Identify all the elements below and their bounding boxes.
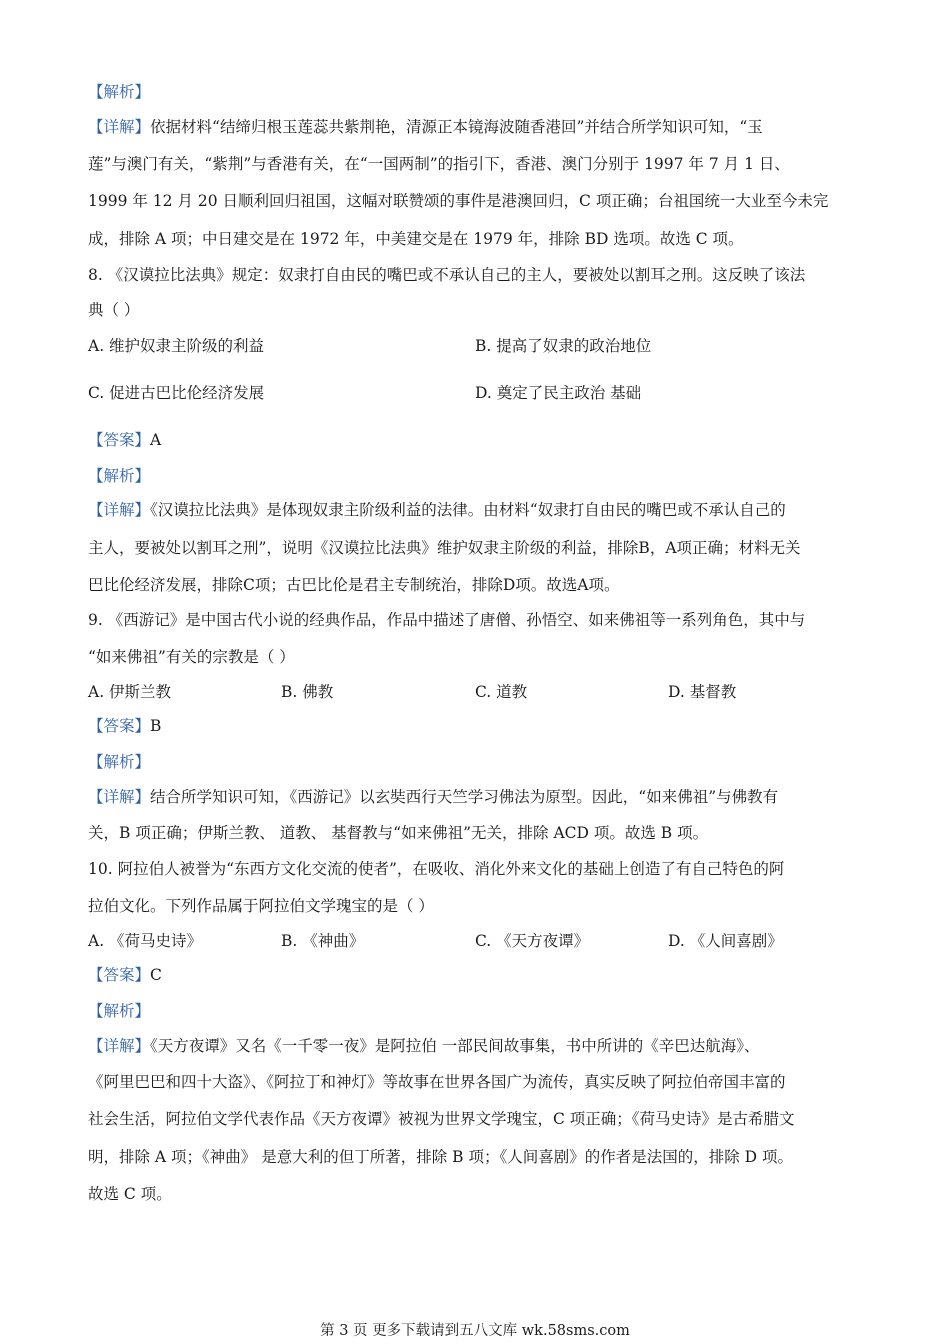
detail-line: 【详解】《天方夜谭》又名《一千零一夜》是阿拉伯 一部民间故事集，书中所讲的《辛巴达航海》、 — [88, 1037, 760, 1055]
option-b: B. 《神曲》 — [281, 932, 365, 950]
option-c: C. 促进古巴比伦经济发展 — [88, 384, 265, 402]
question-stem: 8. 《汉谟拉比法典》规定：奴隶打自由民的嘴巴或不承认自己的主人，要被处以割耳之刑。这反映了该法 — [88, 266, 806, 284]
analysis-label: 【解析】 — [88, 467, 151, 485]
analysis-label: 【解析】 — [88, 1002, 151, 1020]
detail-line: 社会生活，阿拉伯文学代表作品《天方夜谭》被视为世界文学瑰宝，C 项正确；《荷马史诗》是古希腊文 — [88, 1110, 795, 1128]
answer-line: 【答案】C — [88, 966, 162, 984]
analysis-label: 【解析】 — [88, 753, 151, 771]
detail-line: 【详解】依据材料“结缔归根玉莲蕊共紫荆艳，清源正本镜海波随香港回”并结合所学知识可知，“玉 — [88, 118, 763, 136]
option-d: D. 《人间喜剧》 — [668, 932, 783, 950]
question-stem: 拉伯文化。下列作品属于阿拉伯文学瑰宝的是（ ） — [88, 897, 434, 915]
answer-line: 【答案】B — [88, 717, 162, 735]
option-a: A. 伊斯兰教 — [88, 683, 172, 701]
page-footer: 第 3 页 更多下载请到五八文库 wk.58sms.com — [320, 1323, 630, 1339]
option-b: B. 佛教 — [281, 683, 334, 701]
detail-line: 【详解】结合所学知识可知，《西游记》以玄奘西行天竺学习佛法为原型。因此，“如来佛祖”与佛教有 — [88, 788, 779, 806]
option-d: D. 基督教 — [668, 683, 737, 701]
question-stem: “如来佛祖”有关的宗教是（ ） — [88, 648, 295, 666]
detail-line: 莲”与澳门有关，“紫荆”与香港有关，在“一国两制”的指引下，香港、澳门分别于 1997 年 7 月 1 日、 — [88, 155, 790, 173]
option-c: C. 道教 — [475, 683, 528, 701]
option-b: B. 提高了奴隶的政治地位 — [475, 337, 652, 355]
detail-line: 巴比伦经济发展，排除C项；古巴比伦是君主专制统治，排除D项。故选A项。 — [88, 576, 620, 594]
option-d: D. 奠定了民主政治 基础 — [475, 384, 642, 402]
detail-line: 1999 年 12 月 20 日顺利回归祖国，这幅对联赞颂的事件是港澳回归，C 项正确；台祖国统一大业至今未完 — [88, 192, 829, 210]
option-c: C. 《天方夜谭》 — [475, 932, 590, 950]
question-stem: 9. 《西游记》是中国古代小说的经典作品，作品中描述了唐僧、孙悟空、如来佛祖等一系列角色，其中与 — [88, 611, 806, 629]
answer-line: 【答案】A — [88, 431, 162, 449]
detail-line: 【详解】《汉谟拉比法典》是体现奴隶主阶级利益的法律。由材料“奴隶打自由民的嘴巴或不承认自己的 — [88, 501, 786, 519]
option-a: A. 《荷马史诗》 — [88, 932, 203, 950]
detail-line: 故选 C 项。 — [88, 1185, 172, 1203]
detail-line: 成，排除 A 项；中日建交是在 1972 年，中美建交是在 1979 年，排除 BD 选项。故选 C 项。 — [88, 230, 744, 248]
detail-line: 《阿里巴巴和四十大盗》、《阿拉丁和神灯》等故事在世界各国广为流传，真实反映了阿拉伯帝国丰富的 — [88, 1073, 786, 1091]
question-stem: 10. 阿拉伯人被誉为“东西方文化交流的使者”，在吸收、消化外来文化的基础上创造了有自己特色的阿 — [88, 860, 785, 878]
question-stem: 典（ ） — [88, 301, 140, 319]
detail-line: 主人，要被处以割耳之刑”，说明《汉谟拉比法典》维护奴隶主阶级的利益，排除B，A项正确；材料无关 — [88, 539, 801, 557]
option-a: A. 维护奴隶主阶级的利益 — [88, 337, 265, 355]
detail-line: 明，排除 A 项；《神曲》 是意大利的但丁所著，排除 B 项；《人间喜剧》的作者是法国的，排除 D 项。 — [88, 1148, 794, 1166]
analysis-label: 【解析】 — [88, 83, 151, 101]
detail-line: 关，B 项正确；伊斯兰教、 道教、 基督教与“如来佛祖”无关，排除 ACD 项。故选 B 项。 — [88, 824, 709, 842]
